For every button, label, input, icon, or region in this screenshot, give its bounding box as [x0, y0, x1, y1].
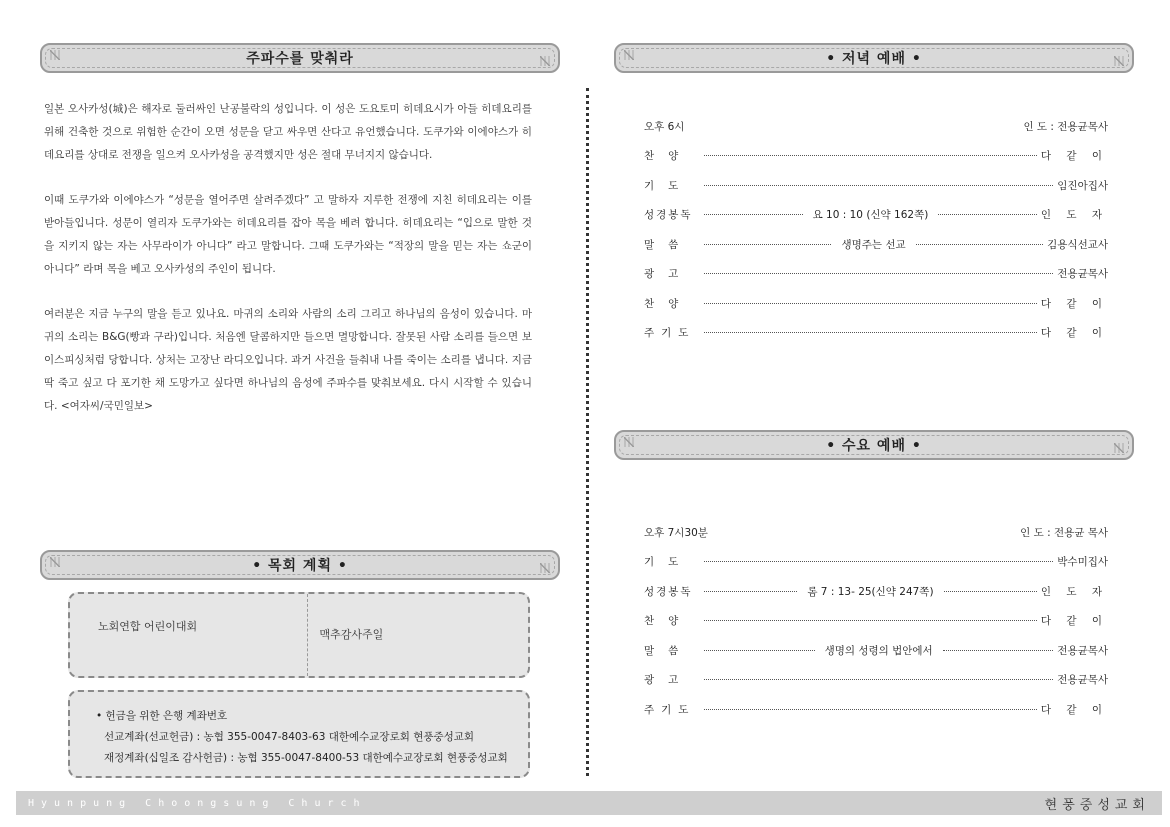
order-person: 전용균목사 [1057, 674, 1108, 687]
order-row [644, 547, 1108, 577]
plan-box [68, 592, 530, 678]
plan-title-bar [40, 550, 560, 580]
evening-leader: 인 도 : 전용균목사 [1023, 121, 1108, 133]
corner-decoration-icon [624, 437, 634, 447]
order-role: 주기도 [644, 703, 696, 716]
order-row [644, 606, 1108, 636]
article-paragraph-2: 이때 도쿠가와 이에야스가 “성문을 열어주면 살려주겠다” 고 말하자 지루한 전쟁에 지친 히데요리는 이를 받아들입니다. 성문이 열리자 도쿠가와는 히데요리를 잡아 목을 베려 합니다. 히데요리는 “입으로 말한 것을 지키지 않는 자는 사무라이가 아니다” 라고 말합니다. 그때 도쿠가와는 “적장의 말을 믿는 자는 쇼군이 아니다” 라며 목을 베고 오사카성의 주인이 됩니다. [44, 194, 532, 275]
corner-decoration-icon [50, 557, 60, 567]
order-row [644, 636, 1108, 666]
dot-leader [704, 214, 803, 215]
order-person: 박수미집사 [1057, 556, 1108, 569]
column-divider [586, 88, 589, 776]
corner-decoration-icon [1114, 443, 1124, 453]
footer-bar [16, 791, 1162, 815]
dot-leader [943, 650, 1054, 651]
order-row [644, 695, 1108, 725]
order-person: 전용균목사 [1057, 644, 1109, 657]
evening-title: • 저녁 예배 • [826, 51, 922, 67]
order-role: 광고 [644, 674, 693, 687]
order-row [644, 577, 1108, 607]
corner-decoration-icon [540, 56, 550, 66]
order-person: 전용균목사 [1057, 268, 1108, 281]
wednesday-order [644, 518, 1108, 724]
order-role: 주기도 [644, 327, 696, 340]
plan-item: 맥추감사주일 [307, 594, 529, 676]
order-row [644, 665, 1108, 695]
bank-title: • 헌금을 위한 은행 계좌번호 [96, 710, 228, 722]
dot-leader [944, 591, 1037, 592]
order-role: 기도 [644, 179, 693, 192]
order-role: 말씀 [644, 644, 693, 657]
plan-title: • 목회 계획 • [252, 558, 348, 574]
order-role: 찬양 [644, 615, 693, 628]
dot-leader [704, 620, 1037, 621]
order-role: 광고 [644, 268, 693, 281]
dot-leader [704, 244, 831, 245]
wednesday-title-bar [614, 430, 1134, 460]
article-title-bar [40, 43, 560, 73]
dot-leader [704, 591, 797, 592]
footer-english-name: Hyunpung Choongsung Church [28, 797, 367, 809]
bank-account-line: 재정계좌(십일조 감사헌금) : 농협 355-0047-8400-53 대한예수교장로회 현풍중성교회 [104, 752, 508, 764]
dot-leader [704, 303, 1037, 304]
order-person: 다 같 이 [1040, 615, 1108, 628]
order-detail: 롬 7 : 13- 25(신약 247쪽) [807, 585, 934, 598]
order-role: 기도 [644, 556, 693, 569]
order-row [644, 230, 1108, 260]
order-detail: 생명의 성령의 법안에서 [824, 644, 933, 657]
order-role: 말씀 [644, 238, 693, 251]
footer-church-logo: 현풍중성교회 [1044, 797, 1150, 813]
order-person: 임진아집사 [1057, 179, 1108, 192]
corner-decoration-icon [540, 563, 550, 573]
bank-account-box [68, 690, 530, 778]
dot-leader [704, 650, 815, 651]
dot-leader [704, 273, 1053, 274]
article-paragraph-1: 일본 오사카성(城)은 해자로 둘러싸인 난공불락의 성입니다. 이 성은 도요토미 히데요시가 아들 히데요리를 위해 건축한 것으로 위험한 순간이 오면 성문을 닫고 싸우면 산다고 유언했습니다. 도쿠가와 이에야스가 히데요리를 상대로 전쟁을 일으켜 오사카성을 공격했지만 성은 절대 무너지지 않습니다. [44, 103, 532, 161]
wednesday-leader: 인 도 : 전용균 목사 [1020, 527, 1108, 539]
dot-leader [704, 561, 1053, 562]
evening-header [644, 112, 1108, 141]
order-row [644, 259, 1108, 289]
order-role: 성경봉독 [644, 209, 693, 222]
corner-decoration-icon [50, 50, 60, 60]
order-person: 인 도 자 [1040, 209, 1108, 222]
evening-title-bar [614, 43, 1134, 73]
wednesday-header [644, 518, 1108, 547]
plan-item: 노회연합 어린이대회 [98, 620, 198, 633]
order-role: 찬양 [644, 150, 693, 163]
article-body [44, 98, 532, 440]
order-person: 다 같 이 [1040, 703, 1108, 716]
order-person: 다 같 이 [1040, 327, 1108, 340]
wednesday-time: 오후 7시30분 [644, 527, 708, 539]
order-row [644, 200, 1108, 230]
article-paragraph-3: 여러분은 지금 누구의 말을 듣고 있나요. 마귀의 소리와 사람의 소리 그리고 하나님의 음성이 있습니다. 마귀의 소리는 B&G(빵과 구라)입니다. 처음엔 달콤하지만 들으면 멸망합니다. 잘못된 사람 소리를 들으면 보이스피싱처럼 당합니다. 상처는 고장난 라디오입니다. 과거 사건을 들춰내 나를 죽이는 소리를 냅니다. 지금 딱 죽고 싶고 다 포기한 채 도망가고 싶다면 하나님의 음성에 주파수를 맞춰보세요. 다시 시작할 수 있습니다. <여자씨/국민일보> [44, 308, 532, 412]
dot-leader [704, 185, 1053, 186]
order-row [644, 171, 1108, 201]
order-row [644, 318, 1108, 348]
dot-leader [704, 332, 1037, 333]
dot-leader [916, 244, 1043, 245]
order-person: 인 도 자 [1040, 585, 1108, 598]
order-role: 성경봉독 [644, 585, 693, 598]
wednesday-title: • 수요 예배 • [826, 438, 922, 454]
order-row [644, 141, 1108, 171]
corner-decoration-icon [624, 50, 634, 60]
order-person: 다 같 이 [1040, 150, 1108, 163]
evening-time: 오후 6시 [644, 121, 685, 133]
order-detail: 생명주는 선교 [841, 238, 906, 251]
corner-decoration-icon [1114, 56, 1124, 66]
dot-leader [704, 679, 1053, 680]
article-title: 주파수를 맞춰라 [246, 51, 354, 67]
dot-leader [938, 214, 1037, 215]
order-role: 찬양 [644, 297, 693, 310]
order-person: 다 같 이 [1040, 297, 1108, 310]
order-row [644, 289, 1108, 319]
order-person: 김용식선교사 [1047, 238, 1108, 251]
bank-account-line: 선교계좌(선교헌금) : 농협 355-0047-8403-63 대한예수교장로회 현풍중성교회 [104, 731, 475, 743]
order-detail: 요 10 : 10 (신약 162쪽) [812, 209, 929, 222]
dot-leader [704, 155, 1037, 156]
dot-leader [704, 709, 1037, 710]
evening-order [644, 112, 1108, 348]
